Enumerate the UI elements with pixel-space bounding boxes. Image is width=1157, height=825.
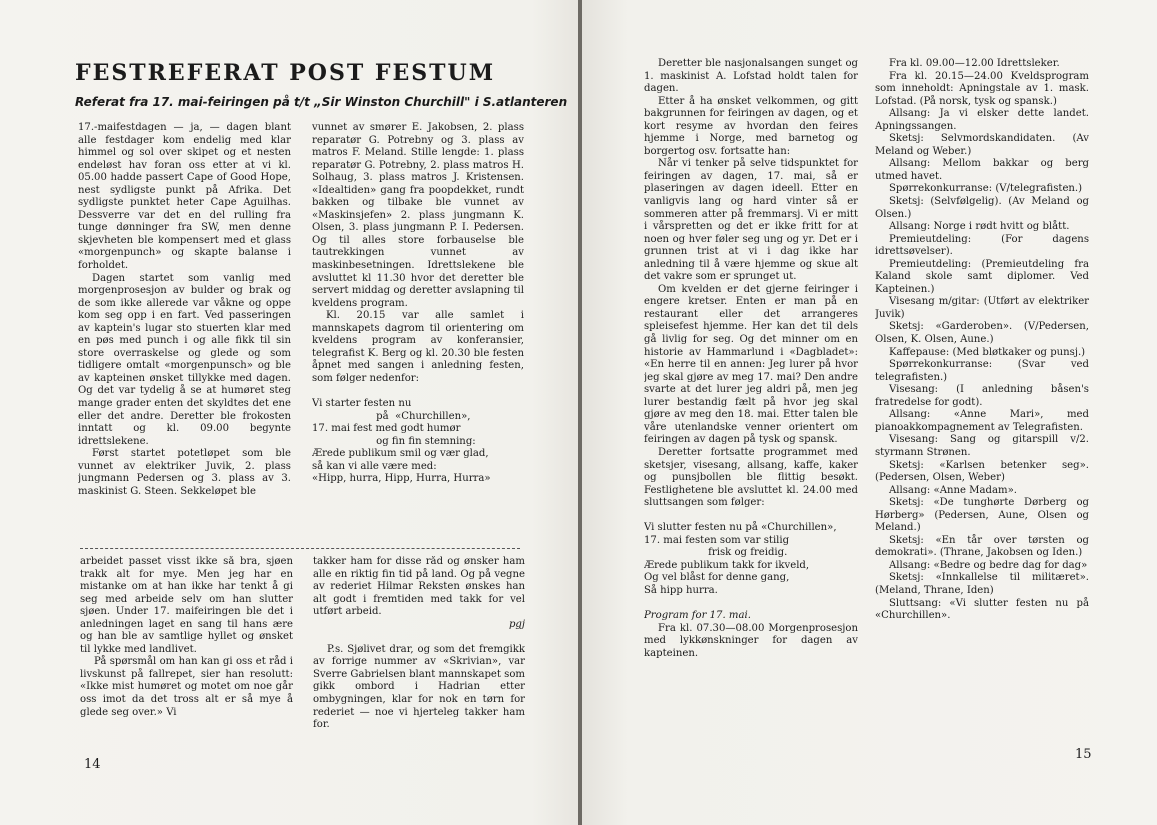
program-item: Allsang: Norge i rødt hvitt og blått. — [889, 221, 1070, 233]
program-item: Premieutdeling: (For dagens idrettsøvelser). — [875, 233, 1089, 258]
left-column-2 — [312, 122, 524, 542]
paragraph: Etter å ha ønsket velkommen, og gitt bakgrunnen for feiringen av dagen, og et kort resyme av hvordan den feires hjemme i Norge, med barnetog og borgertog osv. fortsatte han: — [644, 95, 858, 157]
left-page — [0, 0, 578, 825]
paragraph: På spørsmål om han kan gi oss et råd i livskunst på fallrepet, sier han resolutt: «Ikke mist humøret og motet om noe går oss imot da det tross alt er så mye å glede seg over.» Vi — [80, 656, 293, 718]
program-item: Fra kl. 20.15—24.00 Kveldsprogram som inneholdt: Apningstale av 1. mask. Lofstad. (På norsk, tysk og spansk.) — [875, 70, 1089, 107]
program-item: Allsang: Ja vi elsker dette landet. Apningssangen. — [875, 108, 1089, 132]
program-item: Sketsj: «Karlsen betenker seg». (Pedersen, Olsen, Weber) — [875, 459, 1089, 484]
paragraph: Når vi tenker på selve tidspunktet for feiringen av dagen, 17. mai, så er plaseringen av dagen ideell. Etter en vanligvis lang og hard vinter så er sommeren atter på fremmarsj. Vi er mitt i vårspretten og det er ikke fritt for at noen og hver føler seg ung og yr. Det er i grunnen trist at vi i dag ikke har anledning til å være hjemme og skue alt det vakre som er sprunget ut. — [644, 158, 858, 283]
paragraph: Kl. 20.15 var alle samlet i mannskapets dagrom til orientering om kveldens program av konferansier, telegrafist K. Berg og kl. 20.30 ble festen åpnet med sangen i anledning festen, som følger nedenfor: — [312, 310, 524, 384]
paragraph: Deretter fortsatte programmet med sketsjer, visesang, allsang, kaffe, kaker og punsjbollen ble flittig besøkt. Festlighetene ble avsluttet kl. 24.00 med sluttsangen som følger: — [644, 446, 858, 509]
left-column-4 — [313, 556, 525, 746]
verse-line: så kan vi alle være med: — [312, 460, 437, 472]
program-item: Sketsj: «Innkallelse til militæret». (Meland, Thrane, Iden) — [875, 572, 1089, 596]
verse-line: frisk og freidig. — [644, 547, 788, 559]
right-column-1 — [644, 58, 858, 738]
page-number: 15 — [1075, 747, 1092, 762]
paragraph: Dagen startet som vanlig med morgenprosesjon av bulder og brak og de som ikke allerede var våkne og oppe kom seg opp i en fart. Ved passeringen av kaptein's lugar sto stuerten klar med en pøs med punch i og alle fikk til sin store overraskelse og glede og som tidligere omtalt «morgenpunsch» og ble av kapteinen ønsket tillykke med dagen. Og det var tydelig å se at humøret steg mange grader enten det skyldtes det ene eller det andre. Deretter ble frokosten inntatt og kl. 09.00 begynte idrettslekene. — [78, 272, 291, 447]
paragraph: Deretter ble nasjonalsangen sunget og 1. maskinist A. Lofstad holdt talen for dagen. — [644, 58, 858, 95]
paragraph: 17.-maifestdagen — ja, — dagen blant alle festdager kom endelig med klar himmel og sol over skipet og et nesten endeløst hav foran oss etter at vi kl. 05.00 hadde passert Cape of Good Hope, nest sydligste punkt på Afrika. Det sydligste punktet heter Cape Aguilhas. Dessverre var det en del rulling fra tunge dønninger fra SW, men denne skjevheten ble kompensert med et glass «morgenpunch» og skapte balanse i forholdet. — [78, 122, 291, 272]
program-item: Spørrekonkurranse: (V/telegrafisten.) — [889, 183, 1083, 195]
verse-line: 17. mai fest med godt humør — [312, 423, 461, 435]
verse-line: og fin fin stemning: — [312, 435, 476, 447]
program-item: Visesang: (I anledning båsen's fratredelse for godt). — [875, 384, 1089, 408]
verse-line: på «Churchillen», — [312, 410, 471, 422]
program-item: Fra kl. 09.00—12.00 Idrettsleker. — [889, 58, 1060, 69]
verse-line: Og vel blåst for denne gang, — [644, 572, 790, 584]
verse-line: Vi slutter festen nu på «Churchillen», — [644, 522, 837, 534]
right-column-2 — [875, 58, 1089, 738]
verse-line: Ærede publikum takk for ikveld, — [644, 559, 810, 571]
program-item: Sketsj: (Selvfølgelig). (Av Meland og Olsen.) — [875, 196, 1089, 220]
verse-line: Så hipp hurra. — [644, 584, 718, 596]
program-item: Premieutdeling: (Premieutdeling fra Kaland skole samt diplomer. Ved Kapteinen.) — [875, 258, 1089, 295]
program-item: Visesang: Sang og gitarspill v/2. styrmann Strønen. — [875, 434, 1089, 458]
paragraph: vunnet av smører E. Jakobsen, 2. plass reparatør G. Potrebny og 3. plass av matros F. Meland. Stille lengde: 1. plass reparatør G. Potrebny, 2. plass matros H. Solhaug, 3. plass matros J. Kristensen. «Idealtiden» gang fra poopdekket, rundt bakken og tilbake ble vunnet av «Maskinsjefen» 2. plass jungmann K. Olsen, 3. plass jungmann P. I. Pedersen. Og til alles store forbauselse ble tautrekkingen vunnet av maskinbesetningen. Idrettslekene ble avsluttet kl 11.30 hvor det deretter ble servert middag og deretter avslapning til kveldens program. — [312, 122, 524, 309]
article-subtitle: Referat fra 17. mai-feiringen på t/t „Sir Winston Churchill" i S.atlanteren — [75, 95, 568, 109]
verse-line: 17. mai festen som var stilig — [644, 534, 790, 546]
section-divider — [80, 548, 520, 549]
program-item: Sketsj: «En tår over tørsten og demokrati». (Thrane, Jakobsen og Iden.) — [875, 534, 1089, 559]
program-item: Sketsj: «De tunghørte Dørberg og Hørberg» (Pedersen, Aune, Olsen og Meland.) — [875, 497, 1089, 534]
program-item: Spørrekonkurranse: (Svar ved telegrafisten.) — [875, 359, 1089, 383]
article-title: FESTREFERAT POST FESTUM — [75, 60, 496, 86]
paragraph: takker ham for disse råd og ønsker ham alle en riktig fin tid på land. Og på vegne av rederiet Hilmar Reksten ønskes han alt godt i fremtiden med takk for vel utført arbeid. — [313, 556, 525, 618]
verse-line: «Hipp, hurra, Hipp, Hurra, Hurra» — [312, 473, 491, 485]
program-item: Allsang: «Anne Madam». — [889, 484, 1017, 496]
page-number: 14 — [84, 757, 101, 772]
paragraph: Fra kl. 07.30—08.00 Morgenprosesjon med lykkønskninger for dagen av kapteinen. — [644, 622, 858, 659]
program-item: Visesang m/gitar: (Utført av elektriker Juvik) — [875, 296, 1089, 320]
paragraph: Om kvelden er det gjerne feiringer i engere kretser. Enten er man på en restaurant eller det arrangeres spleisefest hjemme. Her kan det til dels gå livlig for seg. Og det minner om en historie av Hammarlund i «Dagbladet»: «En herre til en annen: Jeg lurer på hvor jeg skal gjøre av meg 17. mai? Den andre svarte at det lurer jeg aldri på, men jeg lurer bestandig fælt på hvor jeg skal gjøre av meg den 18. mai. Etter talen ble våre utenlandske venner orientert om feiringen av dagen på tysk og spansk. — [644, 283, 858, 446]
program-item: Kaffepause: (Med bløtkaker og punsj.) — [889, 346, 1086, 358]
paragraph: arbeidet passet visst ikke så bra, sjøen trakk alt for mye. Men jeg har en mistanke om at han ikke har tenkt å gi seg med arbeide selv om han slutter sjøen. Under 17. maifeiringen ble det i anledningen laget en sang til hans ære og han ble av samtlige hyllet og ønsket til lykke med landlivet. — [80, 556, 293, 655]
program-item: Allsang: «Anne Mari», med pianoakkompagnement av Telegrafisten. — [875, 409, 1089, 433]
left-column-3 — [80, 556, 293, 746]
program-heading: Program for 17. mai. — [644, 610, 751, 622]
program-item: Allsang: Mellom bakkar og berg utmed havet. — [875, 158, 1089, 182]
verse-line: Ærede publikum smil og vær glad, — [312, 448, 489, 460]
left-column-1 — [78, 122, 291, 542]
program-item: Allsang: «Bedre og bedre dag for dag» — [889, 559, 1088, 571]
program-item: Sluttsang: «Vi slutter festen nu på «Churchillen». — [875, 597, 1089, 622]
program-item: Sketsj: Selvmordskandidaten. (Av Meland og Weber.) — [875, 133, 1089, 157]
program-item: Sketsj: «Garderoben». (V/Pedersen, Olsen, K. Olsen, Aune.) — [875, 321, 1089, 346]
paragraph: Først startet potetløpet som ble vunnet av elektriker Juvik, 2. plass jungmann Pedersen og 3. plass av 3. maskinist G. Steen. Sekkeløpet ble — [78, 448, 291, 497]
verse-line: Vi starter festen nu — [312, 398, 412, 410]
right-page — [582, 0, 1157, 825]
signature: pgj — [508, 618, 525, 630]
paragraph: P.s. Sjølivet drar, og som det fremgikk av forrige nummer av «Skrivian», var Sverre Gabrielsen blant mannskapet som gikk ombord i Hadrian etter ombygningen, klar for nok en tørn for rederiet — noe vi hjerteleg takker ham for. — [313, 643, 525, 731]
